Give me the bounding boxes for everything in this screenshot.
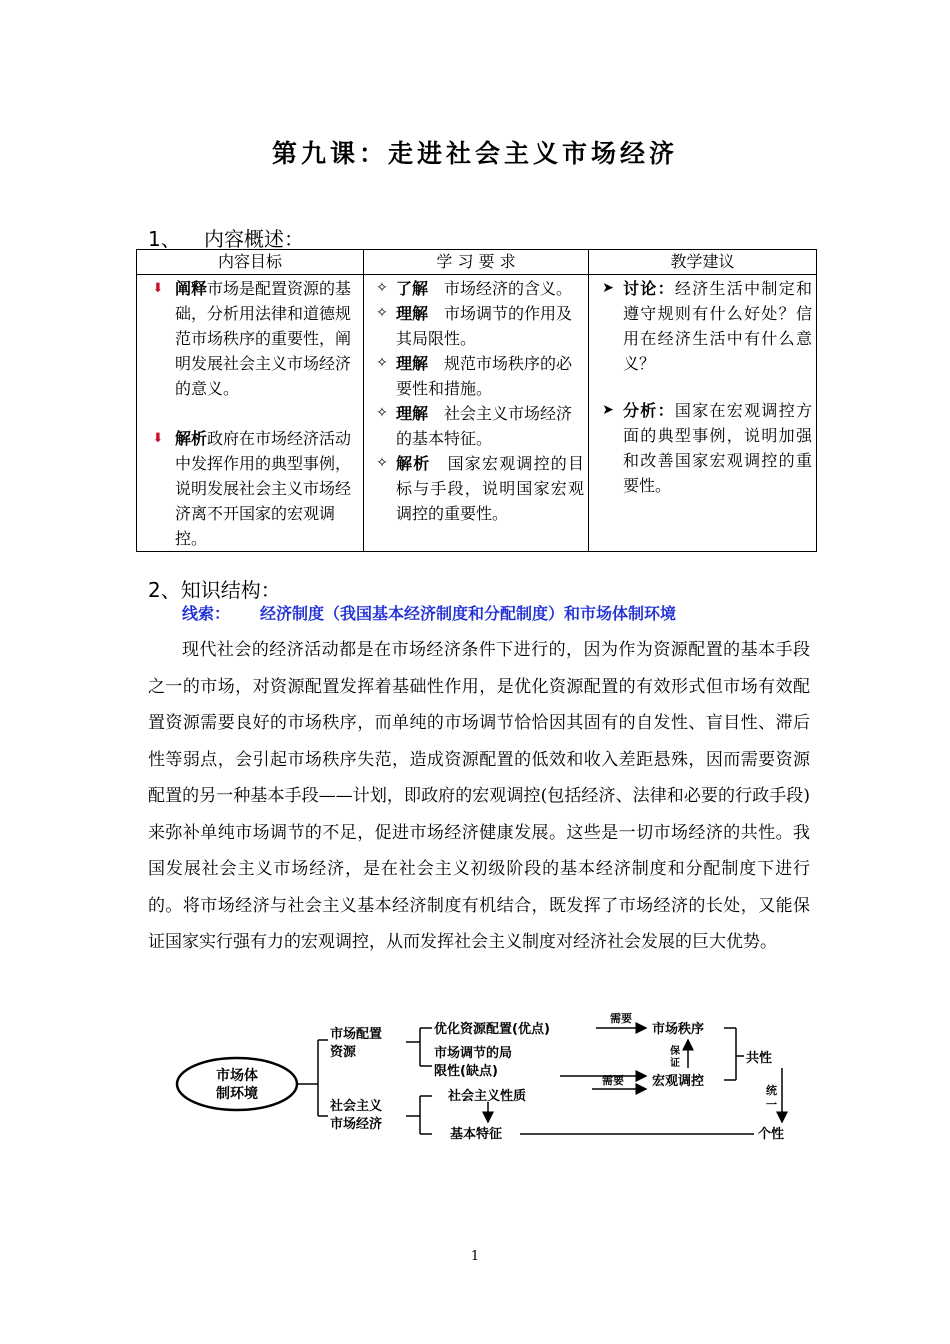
requirement-item: ✧ 理解 规范市场秩序的必要性和措施。 — [368, 351, 584, 401]
table-header-row — [137, 250, 817, 275]
section1-label: 内容概述： — [204, 227, 304, 251]
macro-label: 宏观调控 — [652, 1074, 705, 1089]
limit-label: 市场调节的局 — [434, 1046, 513, 1061]
unify-label: 统 — [766, 1084, 777, 1097]
requirement-item: ✧ 理解 社会主义市场经济的基本特征。 — [368, 401, 584, 451]
arrowhead-bullet-icon: ➤ — [602, 402, 614, 418]
clue-text: 经济制度（我国基本经济制度和分配制度）和市场体制环境 — [260, 604, 677, 623]
root-label: 市场体 — [216, 1068, 258, 1084]
goal-item: ⬇ 解析政府在市场经济活动中发挥作用的典型事例，说明发展社会主义市场经济离不开国家的宏观调控。 — [141, 426, 359, 551]
individual-label: 个性 — [758, 1127, 785, 1142]
guarantee-label: 证 — [670, 1058, 680, 1069]
header-suggestions: 教学建议 — [589, 250, 817, 275]
star-bullet-icon: ✧ — [376, 280, 388, 296]
suggestions-cell — [589, 275, 817, 552]
feature-label: 基本特征 — [450, 1127, 503, 1142]
branch2-label: 市场经济 — [330, 1117, 383, 1132]
need2-label: 需要 — [602, 1074, 624, 1087]
nature-label: 社会主义性质 — [448, 1089, 527, 1104]
arrow-down-bullet-icon: ⬇ — [152, 281, 164, 296]
section2-heading: 2、知识结构： — [148, 578, 281, 602]
clue-label: 线索： — [182, 604, 231, 623]
objectives-table — [136, 249, 817, 552]
need1-label: 需要 — [610, 1012, 632, 1025]
suggestion-item: ➤ 分析：国家在宏观调控方面的典型事例，说明加强和改善国家宏观调控的重要性。 — [593, 398, 812, 498]
page-title: 第九课：走进社会主义市场经济 — [271, 139, 678, 168]
header-goals: 内容目标 — [137, 250, 364, 275]
arrowhead-bullet-icon: ➤ — [602, 280, 614, 296]
section1-heading — [148, 223, 304, 252]
root-label: 制环境 — [216, 1086, 258, 1102]
guarantee-label: 保 — [670, 1046, 680, 1057]
knowledge-structure-diagram — [170, 1010, 800, 1150]
star-bullet-icon: ✧ — [376, 405, 388, 421]
section1-number: 1、 — [148, 227, 181, 251]
star-bullet-icon: ✧ — [376, 355, 388, 371]
requirement-item: ✧ 解析 国家宏观调控的目标与手段，说明国家宏观调控的重要性。 — [368, 451, 584, 526]
suggestion-item: ➤ 讨论：经济生活中制定和遵守规则有什么好处？信用在经济生活中有什么意义？ — [593, 276, 812, 376]
clue-line — [182, 601, 676, 624]
common-label: 共性 — [746, 1051, 773, 1066]
goal-item: ⬇ 阐释市场是配置资源的基础，分析用法律和道德规范市场秩序的重要性，阐明发展社会主义市场经济的意义。 — [141, 276, 359, 401]
requirement-item: ✧ 理解 市场调节的作用及其局限性。 — [368, 301, 584, 351]
limit-label: 限性(缺点) — [434, 1064, 498, 1079]
star-bullet-icon: ✧ — [376, 455, 388, 471]
branch2-label: 社会主义 — [330, 1099, 383, 1114]
header-requirements: 学 习 要 求 — [364, 250, 589, 275]
requirements-cell — [364, 275, 589, 552]
order-label: 市场秩序 — [652, 1022, 705, 1037]
table-body-row — [137, 275, 817, 552]
branch1-label: 市场配置 — [330, 1027, 383, 1042]
requirement-item: ✧ 了解 市场经济的含义。 — [368, 276, 584, 301]
arrow-down-bullet-icon: ⬇ — [152, 431, 164, 446]
star-bullet-icon: ✧ — [376, 305, 388, 321]
branch1-label: 资源 — [330, 1045, 357, 1060]
root-ellipse — [177, 1058, 297, 1110]
unify-label: 一 — [766, 1098, 777, 1111]
optimize-label: 优化资源配置(优点) — [434, 1022, 550, 1037]
body-paragraph: 现代社会的经济活动都是在市场经济条件下进行的，因为作为资源配置的基本手段之一的市场，对资源配置发挥着基础性作用，是优化资源配置的有效形式但市场有效配置资源需要良好的市场秩序，而单纯的市场调节恰恰因其固有的自发性、盲目性、滞后性等弱点，会引起市场秩序失范，造成资源配置的低效和收入差距悬殊，因而需要资源配置的另一种基本手段——计划，即政府的宏观调控(包括经济、法律和必要的行政手段)来弥补单纯市场调节的不足，促进市场经济健康发展。这些是一切市场经济的共性。我国发展社会主义市场经济，是在社会主义初级阶段的基本经济制度和分配制度下进行的。将市场经济与社会主义基本经济制度有机结合，既发挥了市场经济的长处，又能保证国家实行强有力的宏观调控，从而发挥社会主义制度对经济社会发展的巨大优势。 — [148, 640, 810, 952]
goals-cell — [137, 275, 364, 552]
page-number: 1 — [470, 1249, 480, 1264]
